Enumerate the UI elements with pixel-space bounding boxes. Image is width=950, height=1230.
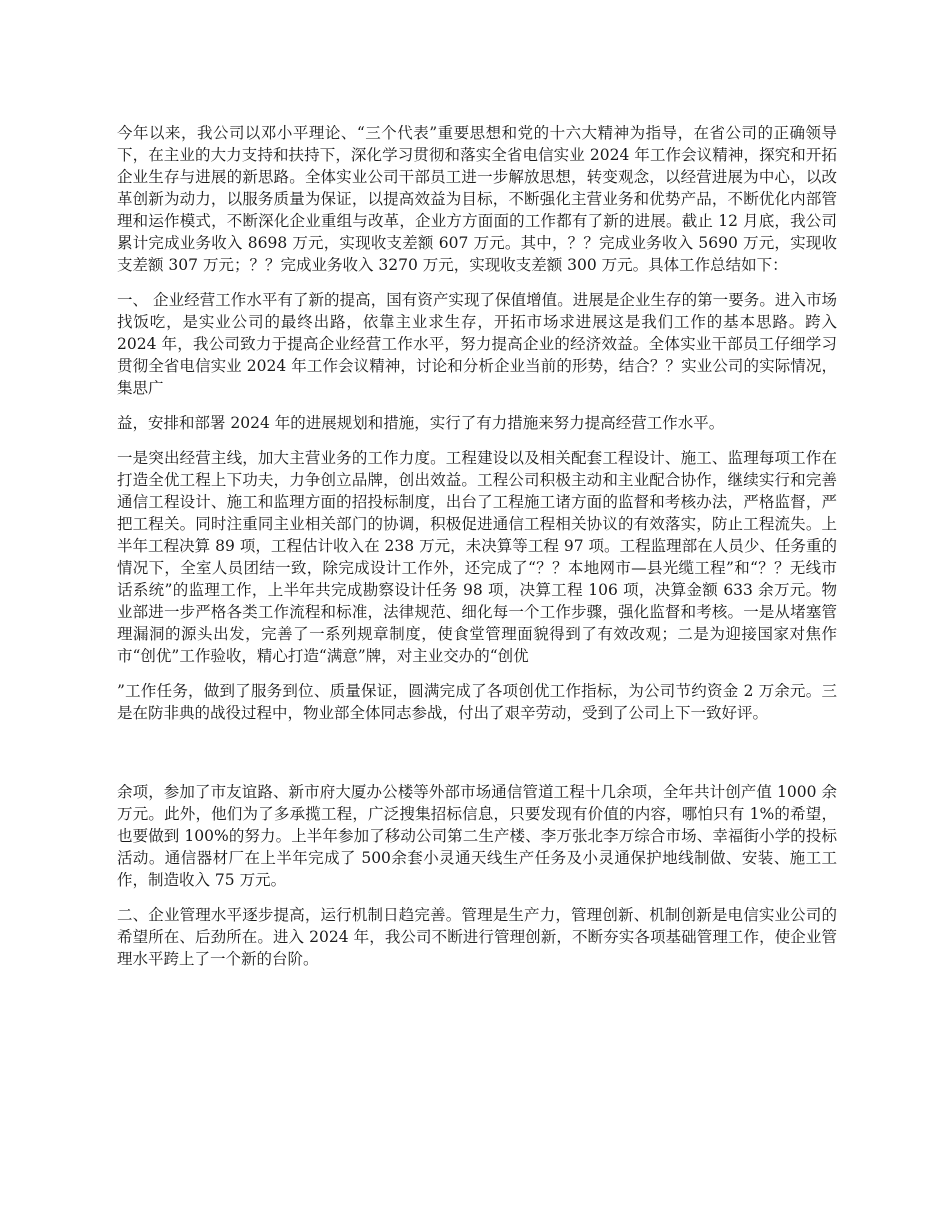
section-one-paragraph: 一、 企业经营工作水平有了新的提高，国有资产实现了保值增值。进展是企业生存的第一要务。进入市场找饭吃，是实业公司的最终出路，依靠主业求生存，开拓市场求进展这是我们工作的基本思路。跨入 2024 年，我公司致力于提高企业经营工作水平，努力提高企业的经济效益。全体实业干部员工仔细学习贯彻全省电信实业 2024 年工作会议精神，讨论和分析企业当前的形势，结合？？实业公司的实际情况，集思广: [117, 291, 837, 397]
section-one-continued-paragraph: 益，安排和部署 2024 年的进展规划和措施，实行了有力措施来努力提高经营工作水平。: [117, 414, 725, 432]
page-gap: [117, 737, 837, 781]
document-body: [117, 122, 837, 983]
service-task-paragraph: ”工作任务，做到了服务到位、质量保证，圆满完成了各项创优工作指标，为公司节约资金 2 万余元。三是在防非典的战役过程中，物业部全体同志参战，付出了艰辛劳动，受到了公司上下一致好评。: [117, 682, 837, 722]
intro-paragraph: 今年以来，我公司以邓小平理论、“三个代表”重要思想和党的十六大精神为指导，在省公司的正确领导下，在主业的大力支持和扶持下，深化学习贯彻和落实全省电信实业 2024 年工作会议精神，探究和开拓企业生存与进展的新思路。全体实业公司干部员工进一步解放思想，转变观念，以经营进展为中心，以改革创新为动力，以服务质量为保证，以提高效益为目标，不断强化主营业务和优势产品，不断优化内部管理和运作模式，不断深化企业重组与改革，企业方方面面的工作都有了新的进展。截止 12 月底，我公司累计完成业务收入 8698 万元，实现收支差额 607 万元。其中，？？完成业务收入 5690 万元，实现收支差额 307 万元；？？完成业务收入 3270 万元，实现收支差额 300 万元。具体工作总结如下：: [117, 124, 837, 274]
main-business-paragraph: 一是突出经营主线，加大主营业务的工作力度。工程建设以及相关配套工程设计、施工、监理每项工作在打造全优工程上下功夫，力争创立品牌，创出效益。工程公司积极主动和主业配合协作，继续实行和完善通信工程设计、施工和监理方面的招投标制度，出台了工程施工诸方面的监督和考核办法，严格监督，严把工程关。同时注重同主业相关部门的协调，积极促进通信工程相关协议的有效落实，防止工程流失。上半年工程决算 89 项，工程估计收入在 238 万元，未决算等工程 97 项。工程监理部在人员少、任务重的情况下，全室人员团结一致，除完成设计工作外，还完成了“？？本地网市—县光缆工程”和“？？无线市话系统”的监理工作，上半年共完成勘察设计任务 98 项，决算工程 106 项，决算金额 633 余万元。物业部进一步严格各类工作流程和标准，法律规范、细化每一个工作步骤，强化监督和考核。一是从堵塞管理漏洞的源头出发，完善了一系列规章制度，使食堂管理面貌得到了有效改观；二是为迎接国家对焦作市“创优”工作验收，精心打造“满意”牌，对主业交办的“创优: [117, 449, 837, 665]
section-two-paragraph: 二、企业管理水平逐步提高，运行机制日趋完善。管理是生产力，管理创新、机制创新是电信实业公司的希望所在、后劲所在。进入 2024 年，我公司不断进行管理创新，不断夯实各项基础管理工作，使企业管理水平跨上了一个新的台阶。: [117, 906, 837, 968]
external-market-paragraph: 余项，参加了市友谊路、新市府大厦办公楼等外部市场通信管道工程十几余项，全年共计创产值 1000 余万元。此外，他们为了多承揽工程，广泛搜集招标信息，只要发现有价值的内容，哪怕只有 1%的希望，也要做到 100%的努力。上半年参加了移动公司第二生产楼、李万张北李万综合市场、幸福街小学的投标活动。通信器材厂在上半年完成了 500余套小灵通天线生产任务及小灵通保护地线制做、安装、施工工作，制造收入 75 万元。: [117, 783, 837, 889]
